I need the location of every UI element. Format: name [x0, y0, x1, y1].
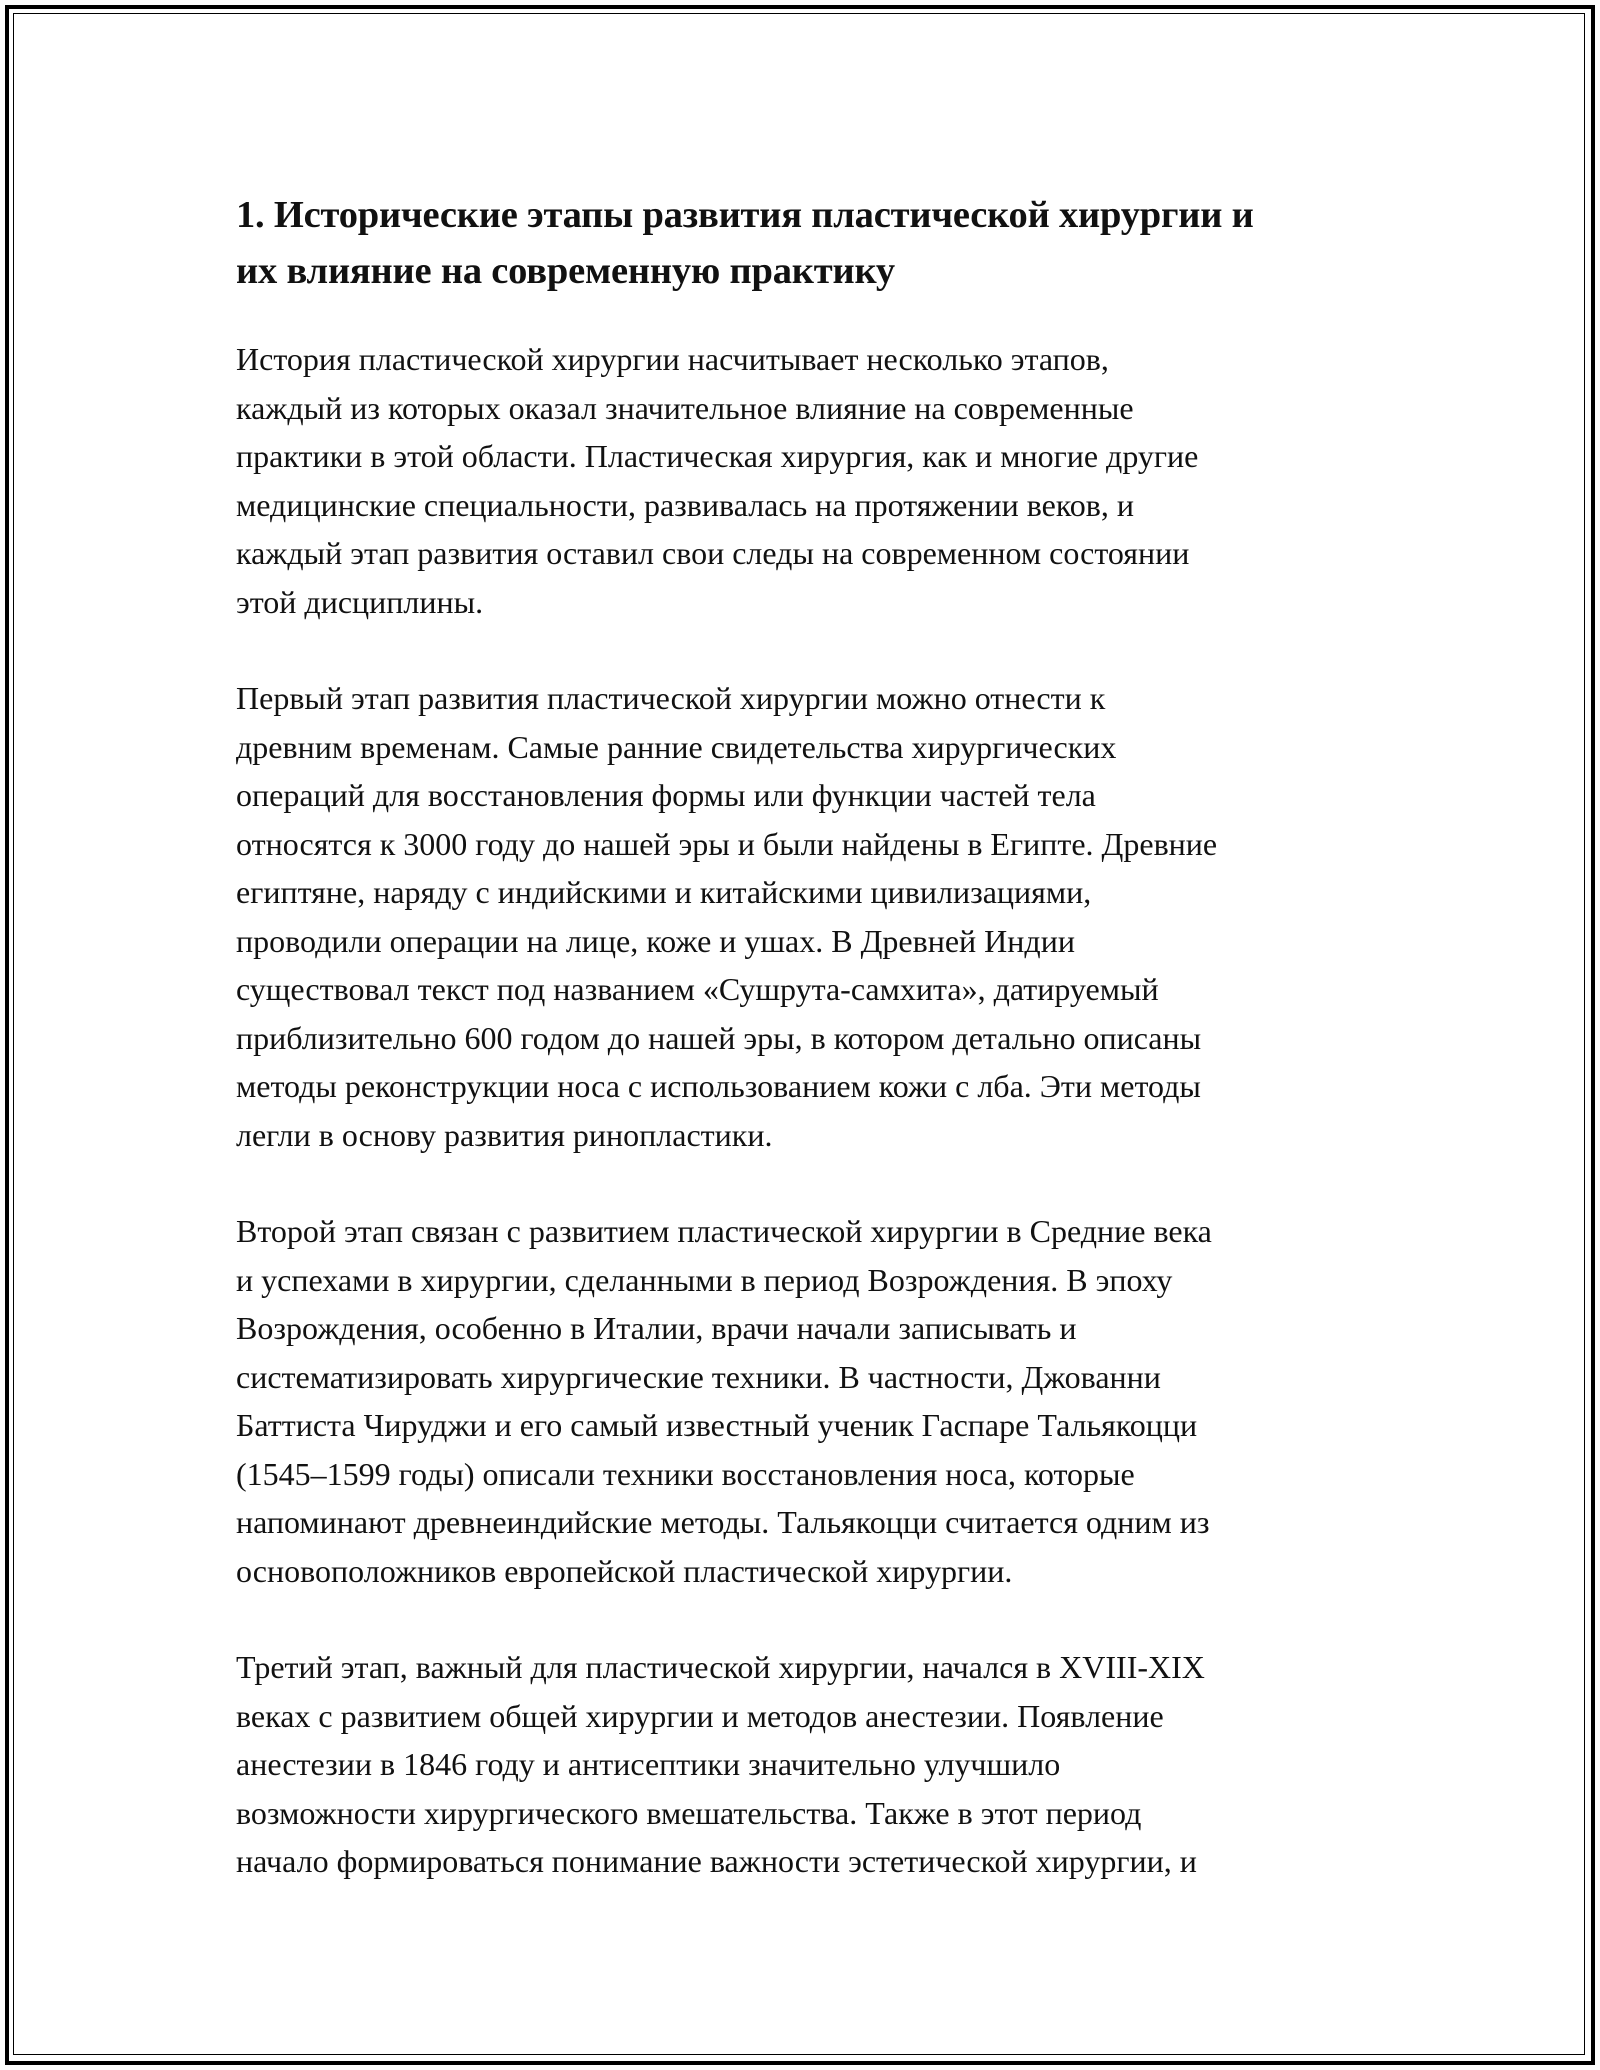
text-line: систематизировать хирургические техники. В частности, Джованни	[236, 1358, 1161, 1395]
text-line: История пластической хирургии насчитывает несколько этапов,	[236, 341, 1109, 377]
text-line: возможности хирургического вмешательства. Также в этот период	[236, 1794, 1142, 1831]
text-line: (1545–1599 годы) описали техники восстановления носа, которые	[236, 1455, 1135, 1492]
text-line: относятся к 3000 году до нашей эры и были найдены в Египте. Древние	[236, 825, 1218, 862]
text-line: основоположников европейской пластической хирургии.	[236, 1552, 1013, 1589]
text-line: операций для восстановления формы или функции частей тела	[236, 777, 1096, 813]
text-line: методы реконструкции носа с использованием кожи с лба. Эти методы	[236, 1068, 1201, 1104]
text-line: приблизительно 600 годом до нашей эры, в котором детально описаны	[236, 1019, 1202, 1056]
text-line: каждый из которых оказал значительное влияние на современные	[236, 389, 1134, 426]
text-line: и успехами в хирургии, сделанными в период Возрождения. В эпоху	[236, 1261, 1173, 1298]
text-line: напоминают древнеиндийские методы. Тальякоцци считается одним из	[236, 1504, 1210, 1540]
text-line: веках с развитием общей хирургии и методов анестезии. Появление	[236, 1697, 1164, 1734]
paragraph-4	[236, 1643, 1386, 1886]
text-line: медицинские специальности, развивалась на протяжении веков, и	[236, 486, 1135, 523]
text-line: древним временам. Самые ранние свидетельства хирургических	[236, 728, 1117, 765]
document-page	[236, 187, 1386, 1886]
paragraph-1	[236, 335, 1386, 626]
text-line: анестезии в 1846 году и антисептики значительно улучшило	[236, 1746, 1061, 1782]
text-line: Первый этап развития пластической хирургии можно отнести к	[236, 680, 1106, 716]
text-line: существовал текст под названием «Сушрута-самхита», датируемый	[236, 971, 1159, 1007]
paragraph-3	[236, 1207, 1386, 1595]
text-line: практики в этой области. Пластическая хирургия, как и многие другие	[236, 438, 1199, 474]
text-line: проводили операции на лице, коже и ушах. В Древней Индии	[236, 922, 1075, 959]
text-line: Возрождения, особенно в Италии, врачи начали записывать и	[236, 1310, 1077, 1346]
text-line: египтяне, наряду с индийскими и китайскими цивилизациями,	[236, 874, 1092, 910]
text-line: Второй этап связан с развитием пластической хирургии в Средние века	[236, 1213, 1212, 1249]
text-line: этой дисциплины.	[236, 583, 484, 620]
text-line: легли в основу развития ринопластики.	[236, 1116, 773, 1153]
section-heading	[236, 187, 1386, 299]
text-line: Баттиста Чируджи и его самый известный ученик Гаспаре Тальякоцци	[236, 1407, 1198, 1443]
paragraph-2	[236, 674, 1386, 1159]
text-line: каждый этап развития оставил свои следы на современном состоянии	[236, 535, 1190, 571]
text-line: Третий этап, важный для пластической хирургии, начался в XVIII-XIX	[236, 1649, 1205, 1685]
heading-line: их влияние на современную практику	[236, 250, 895, 292]
text-line: начало формироваться понимание важности эстетической хирургии, и	[236, 1843, 1197, 1879]
heading-line: 1. Исторические этапы развития пластической хирургии и	[236, 194, 1254, 236]
